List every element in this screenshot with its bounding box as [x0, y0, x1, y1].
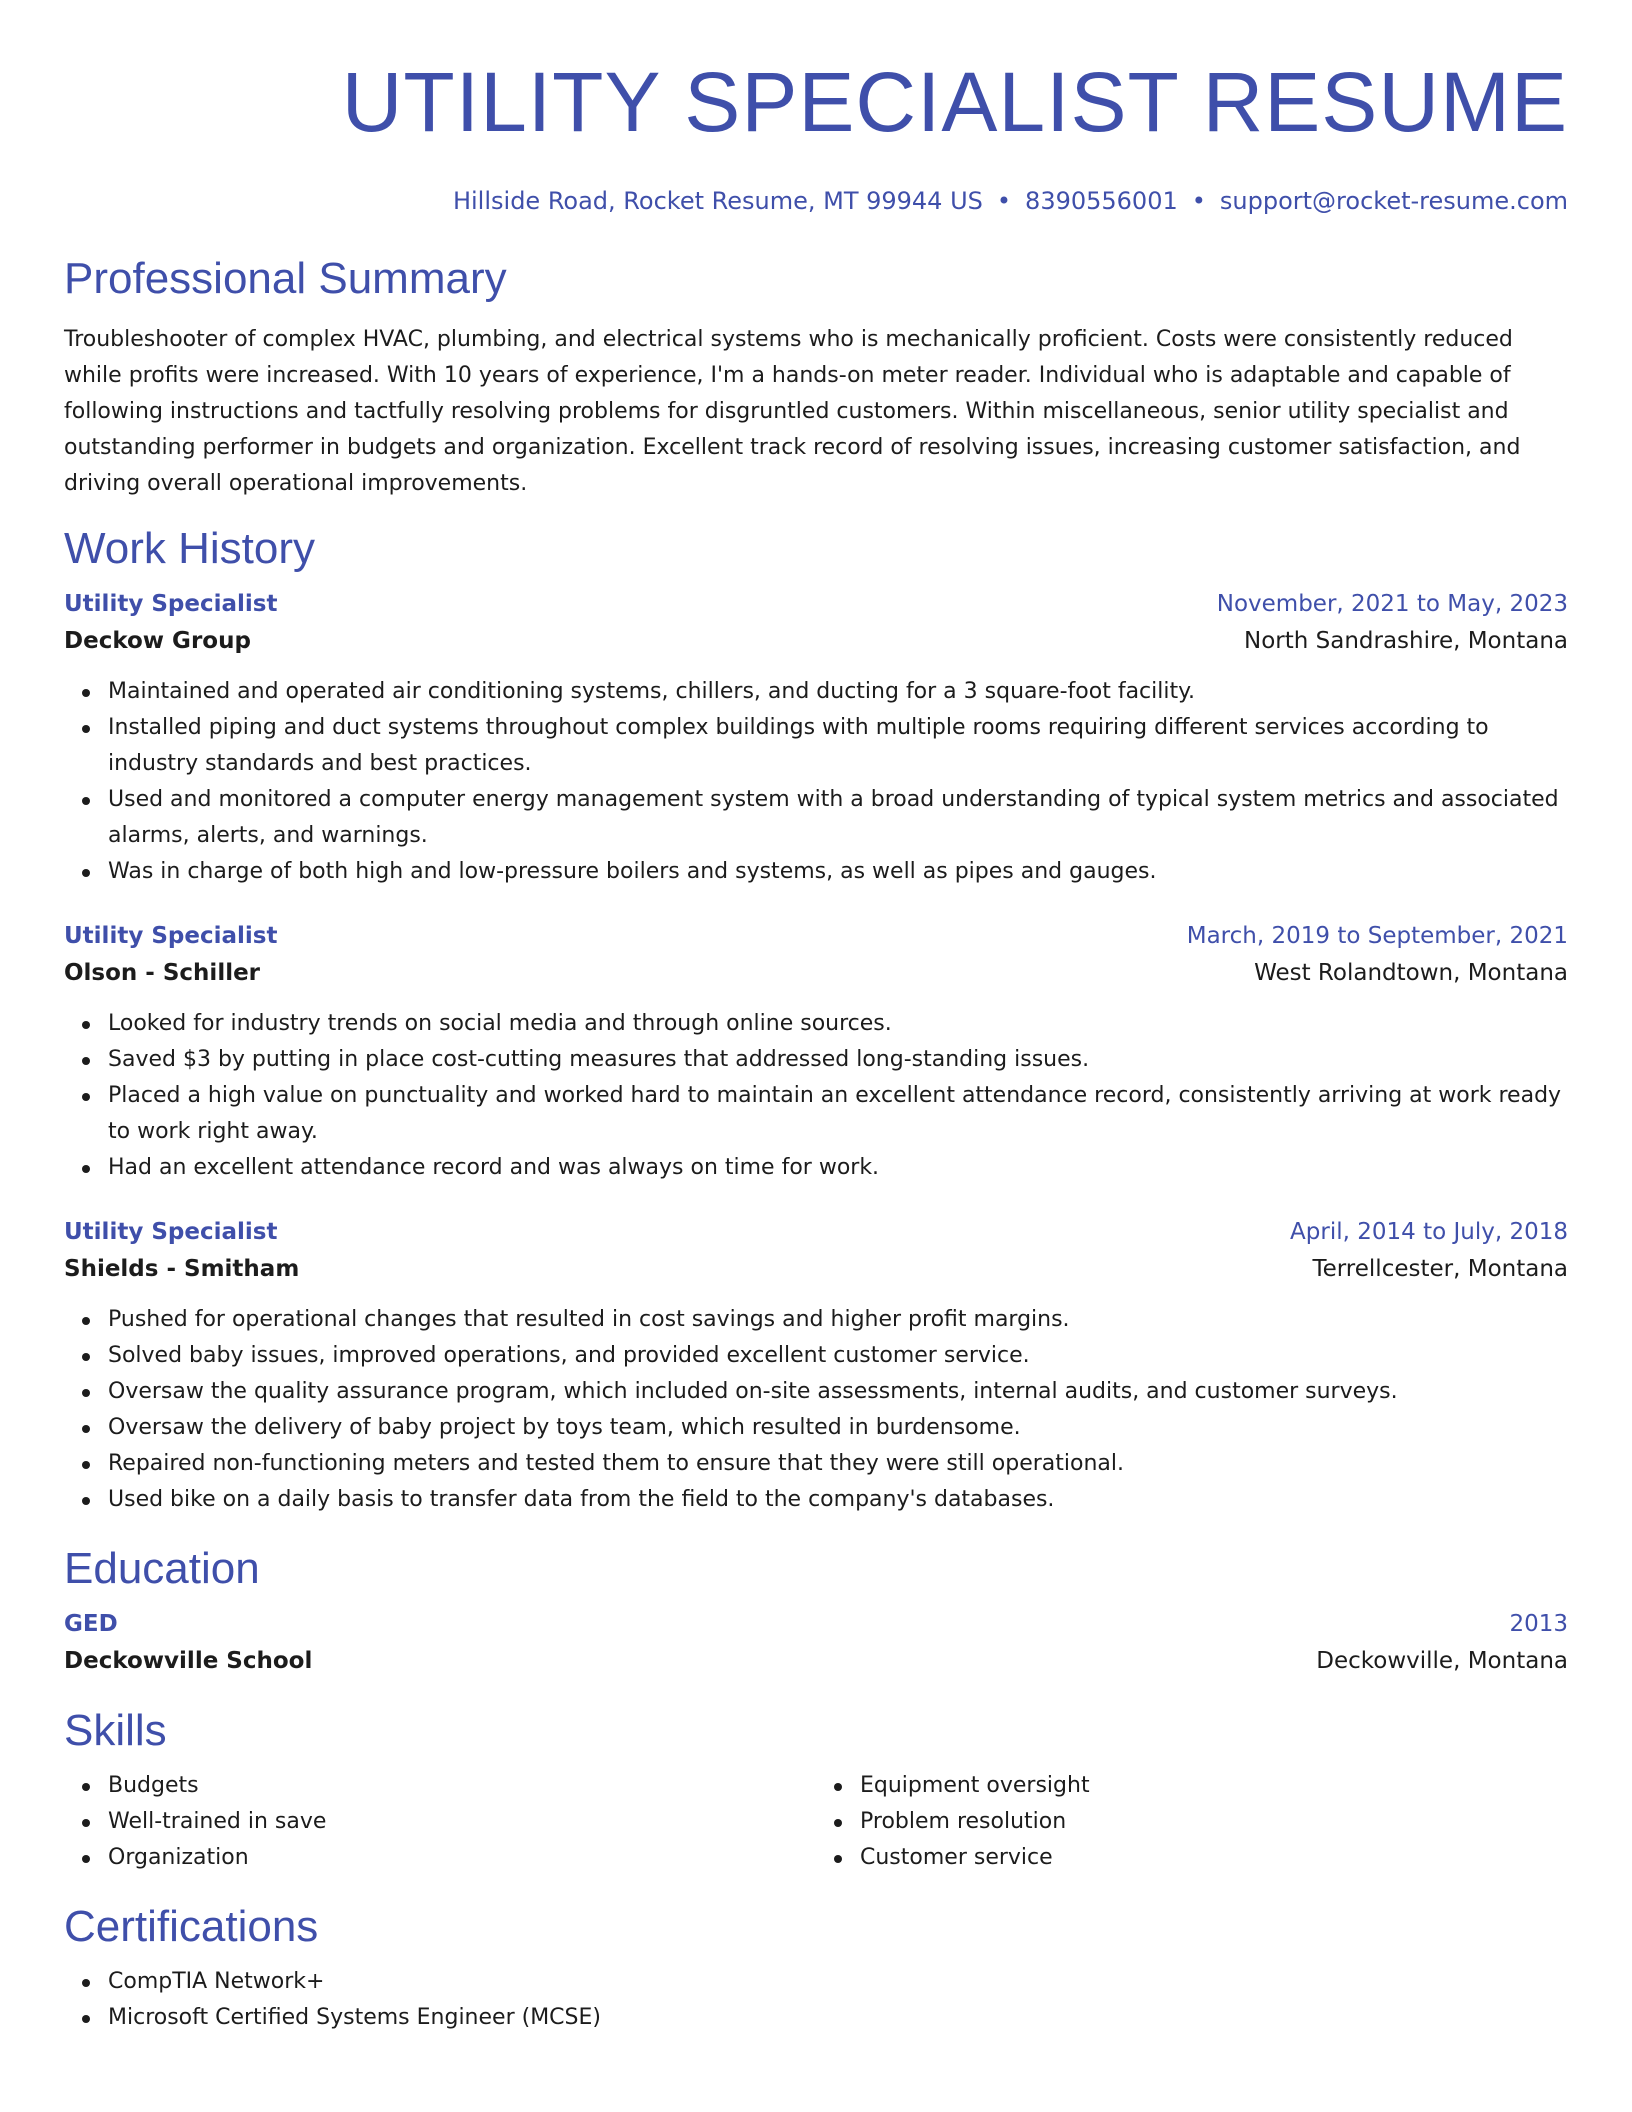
certifications-section	[64, 1902, 1568, 2036]
skills-section	[64, 1706, 1568, 1876]
list-item: Was in charge of both high and low-pressure boilers and systems, as well as pipes and gauges.	[108, 854, 1568, 890]
employer-name: Deckow Group	[64, 628, 251, 654]
skill-item: Budgets	[108, 1768, 816, 1804]
list-item: Placed a high value on punctuality and worked hard to maintain an excellent attendance record, consistently arriving at work ready to work right away.	[108, 1078, 1568, 1150]
skill-item: Equipment oversight	[860, 1768, 1568, 1804]
skill-item: Well-trained in save	[108, 1804, 816, 1840]
list-item: Oversaw the delivery of baby project by toys team, which resulted in burdensome.	[108, 1410, 1568, 1446]
skills-list-right	[816, 1768, 1568, 1876]
list-item: Used bike on a daily basis to transfer data from the field to the company's databases.	[108, 1482, 1568, 1518]
resume-page	[64, 0, 1568, 2112]
list-item: Saved $3 by putting in place cost-cutting measures that addressed long-standing issues.	[108, 1042, 1568, 1078]
job-title: Utility Specialist	[64, 1219, 278, 1245]
section-heading-education: Education	[64, 1544, 260, 1593]
list-item: Looked for industry trends on social media and through online sources.	[108, 1006, 1568, 1042]
separator-dot: •	[996, 187, 1012, 215]
skill-item: Customer service	[860, 1840, 1568, 1876]
education-year: 2013	[1509, 1611, 1568, 1637]
certification-item: CompTIA Network+	[108, 1964, 1568, 2000]
education-section	[64, 1544, 1568, 1680]
list-item: Oversaw the quality assurance program, which included on-site assessments, internal audits, and customer surveys.	[108, 1374, 1568, 1410]
list-item: Had an excellent attendance record and was always on time for work.	[108, 1150, 1568, 1186]
job-entry	[64, 918, 1568, 1186]
section-heading-certifications: Certifications	[64, 1902, 319, 1951]
certifications-list	[64, 1964, 1568, 2036]
certification-item: Microsoft Certified Systems Engineer (MCSE)	[108, 2000, 1568, 2036]
section-heading-skills: Skills	[64, 1706, 167, 1755]
job-entry	[64, 1214, 1568, 1518]
contact-address: Hillside Road, Rocket Resume, MT 99944 US	[452, 187, 983, 215]
job-dates: March, 2019 to September, 2021	[1186, 923, 1568, 949]
school-location: Deckowville, Montana	[1316, 1648, 1568, 1674]
summary-text: Troubleshooter of complex HVAC, plumbing, and electrical systems who is mechanically proficient. Costs were consistently reduced while profits were increased. With 10 years of experience, I'm a hands-on meter reader. Individual who is adaptable and capable of following instructions and tactfully resolving problems for disgruntled customers. Within miscellaneous, senior utility specialist and outstanding performer in budgets and organization. Excellent track record of resolving issues, increasing customer satisfaction, and driving overall operational improvements.	[64, 327, 1521, 496]
contact-phone: 8390556001	[1025, 187, 1178, 215]
work-history-section	[64, 524, 1568, 1518]
degree: GED	[64, 1611, 118, 1637]
list-item: Pushed for operational changes that resulted in cost savings and higher profit margins.	[108, 1302, 1568, 1338]
summary-section	[64, 254, 1568, 502]
job-bullets	[64, 1302, 1568, 1518]
list-item: Used and monitored a computer energy management system with a broad understanding of typical system metrics and associated alarms, alerts, and warnings.	[108, 782, 1568, 854]
job-title: Utility Specialist	[64, 591, 278, 617]
employer-name: Olson - Schiller	[64, 960, 261, 986]
section-heading-summary: Professional Summary	[64, 254, 507, 303]
job-bullets	[64, 674, 1568, 890]
job-bullets	[64, 1006, 1568, 1186]
job-entry	[64, 586, 1568, 890]
job-location: West Rolandtown, Montana	[1254, 960, 1568, 986]
job-title: Utility Specialist	[64, 923, 278, 949]
list-item: Repaired non-functioning meters and tested them to ensure that they were still operational.	[108, 1446, 1568, 1482]
list-item: Maintained and operated air conditioning systems, chillers, and ducting for a 3 square-foot facility.	[108, 674, 1568, 710]
school-name: Deckowville School	[64, 1648, 313, 1674]
contact-line	[64, 186, 1568, 216]
separator-dot: •	[1191, 187, 1206, 215]
skills-list-left	[64, 1768, 816, 1876]
job-dates: April, 2014 to July, 2018	[1290, 1219, 1568, 1245]
skill-item: Organization	[108, 1840, 816, 1876]
list-item: Installed piping and duct systems throughout complex buildings with multiple rooms requiring different services according to industry standards and best practices.	[108, 710, 1568, 782]
job-location: North Sandrashire, Montana	[1243, 628, 1568, 654]
job-dates: November, 2021 to May, 2023	[1216, 591, 1568, 617]
contact-email[interactable]: support@rocket-resume.com	[1219, 187, 1568, 215]
job-location: Terrellcester, Montana	[1312, 1256, 1568, 1282]
skill-item: Problem resolution	[860, 1804, 1568, 1840]
list-item: Solved baby issues, improved operations, and provided excellent customer service.	[108, 1338, 1568, 1374]
section-heading-work: Work History	[64, 524, 315, 573]
employer-name: Shields - Smitham	[64, 1256, 300, 1282]
resume-title: UTILITY SPECIALIST RESUME	[341, 55, 1568, 149]
